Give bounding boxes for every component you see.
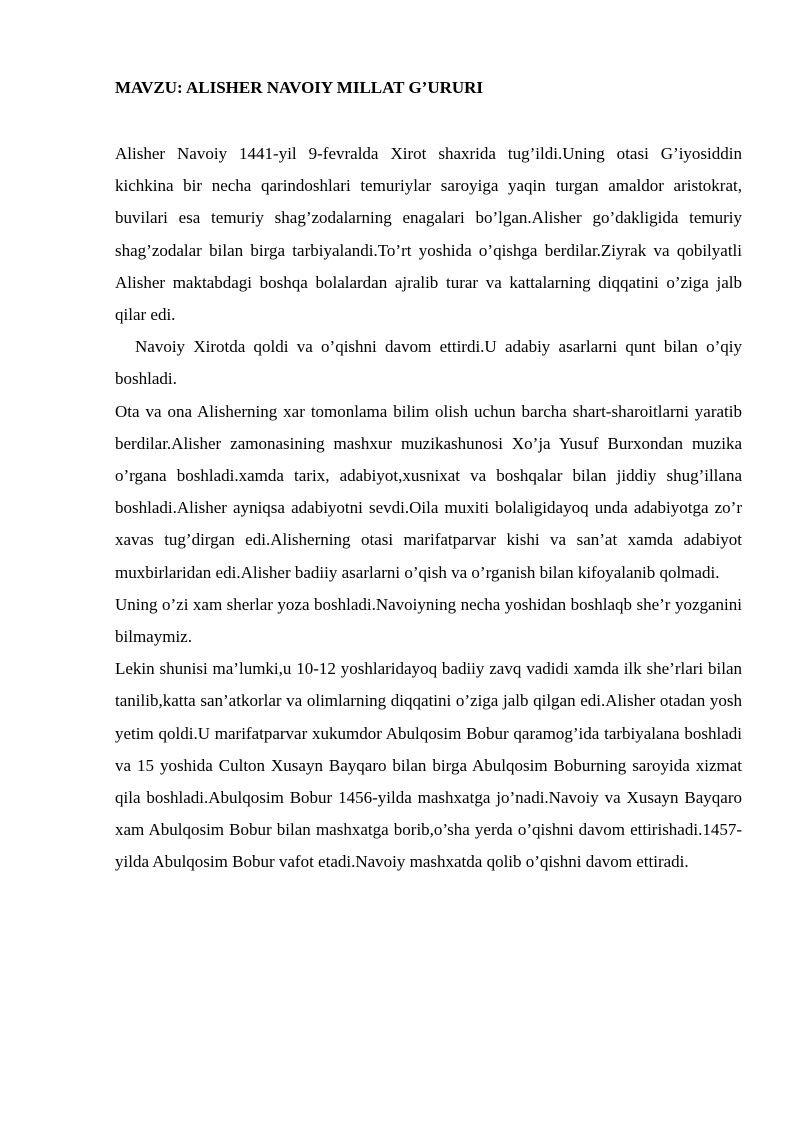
- document-title: MAVZU: ALISHER NAVOIY MILLAT G’URURI: [115, 78, 484, 97]
- paragraph-1: Alisher Navoiy 1441-yil 9-fevralda Xirot shaxrida tug’ildi.Uning otasi G’iyosiddin kichkina bir necha qarindoshlari temuriylar saroyiga yaqin turgan amaldor aristokrat, buvilari esa temuriy shag’zodalarning enagalari bo’lgan.Alisher go’dakligida temuriy shag’zodalar bilan birga tarbiyalandi.To’rt yoshida o’qishga berdilar.Ziyrak va qobilyatli Alisher maktabdagi boshqa bolalardan ajralib turar va kattalarning diqqatini o’ziga jalb qilar edi.: [115, 144, 742, 325]
- document-body: [115, 72, 742, 879]
- paragraph-2: Navoiy Xirotda qoldi va o’qishni davom ettirdi.U adabiy asarlarni qunt bilan o’qiy boshladi.: [115, 337, 742, 389]
- paragraph-4: Uning o’zi xam sherlar yoza boshladi.Navoiyning necha yoshidan boshlaqb she’r yozganini bilmaymiz.: [115, 594, 742, 647]
- paragraph-5: Lekin shunisi ma’lumki,u 10-12 yoshlaridayoq badiiy zavq vadidi xamda ilk she’rlari bilan tanilib,katta san’atkorlar va olimlarning diqqatini o’ziga jalb qilgan edi.Alisher otadan yosh yetim qoldi.U marifatparvar xukumdor Abulqosim Bobur qaramog’ida tarbiyalana boshladi va 15 yoshida Culton Xusayn Bayqaro bilan birga Abulqosim Boburning saroyida xizmat qila boshladi.Abulqosim Bobur 1456-yilda mashxatga jo’nadi.Navoiy va Xusayn Bayqaro xam Abulqosim Bobur bilan mashxatga borib,o’sha yerda o’qishni davom ettirishadi.1457-yilda Abulqosim Bobur vafot etadi.Navoiy mashxatda qolib o’qishni davom ettiradi.: [115, 659, 742, 872]
- paragraph-3: Ota va ona Alisherning xar tomonlama bilim olish uchun barcha shart-sharoitlarni yaratib berdilar.Alisher zamonasining mashxur muzikashunosi Xo’ja Yusuf Burxondan muzika o’rgana boshladi.xamda tarix, adabiyot,xusnixat va boshqalar bilan jiddiy shug’illana boshladi.Alisher ayniqsa adabiyotni sevdi.Oila muxiti bolaligidayoq unda adabiyotga zo’r xavas tug’dirgan edi.Alisherning otasi marifatparvar kishi va san’at xamda adabiyot muxbirlaridan edi.Alisher badiiy asarlarni o’qish va o’rganish bilan kifoyalanib qolmadi.: [115, 401, 742, 582]
